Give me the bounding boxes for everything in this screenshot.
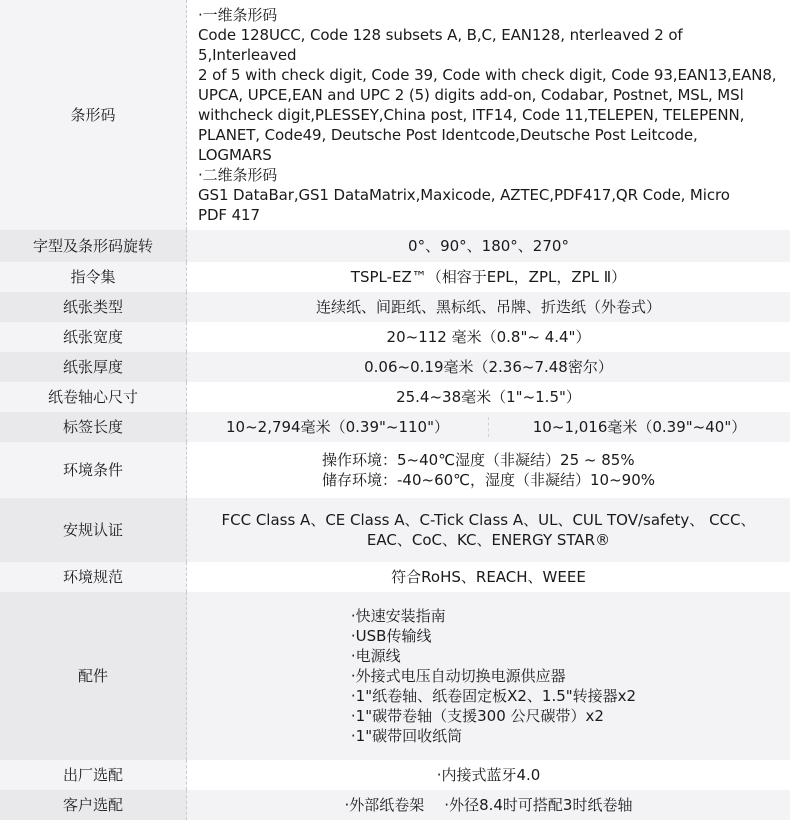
environment-line: 储存环境：-40~60℃，湿度（非凝结）10~90%: [322, 471, 655, 489]
customer-option-item: ·外径8.4时可搭配3时纸卷轴: [444, 796, 633, 814]
accessory-item: ·外接式电压自动切换电源供应器: [350, 667, 566, 685]
row-label: 字型及条形码旋转: [0, 230, 187, 262]
barcode-line: LOGMARS: [198, 146, 272, 164]
row-label: 纸卷轴心尺寸: [0, 382, 187, 412]
row-label: 条形码: [0, 0, 187, 230]
barcode-line: ·二维条形码: [198, 166, 278, 184]
row-command: [0, 262, 790, 292]
row-paper-type: [0, 292, 790, 322]
row-core-size: [0, 382, 790, 412]
row-label: 配件: [0, 592, 187, 760]
accessory-item: ·1"碳带卷轴（支援300 公尺碳带）x2: [350, 707, 604, 725]
row-label: 出厂选配: [0, 760, 187, 790]
row-barcode: [0, 0, 790, 230]
row-factory-option: [0, 760, 790, 790]
row-value: ·内接式蓝牙4.0: [187, 760, 790, 790]
label-length-left: 10~2,794毫米（0.39"~110"）: [187, 417, 489, 437]
row-paper-thickness: [0, 352, 790, 382]
accessory-item: ·USB传输线: [350, 627, 432, 645]
accessory-item: ·1"碳带回收纸筒: [350, 727, 463, 745]
row-value-split: [187, 412, 790, 442]
label-length-right: 10~1,016毫米（0.39"~40"）: [532, 418, 747, 436]
row-label: 指令集: [0, 262, 187, 292]
environment-line: 操作环境：5~40℃湿度（非凝结）25 ~ 85%: [322, 451, 635, 469]
row-label: 环境规范: [0, 562, 187, 592]
row-value: TSPL-EZ™（相容于EPL，ZPL，ZPL Ⅱ）: [187, 262, 790, 292]
row-value: 连续纸、间距纸、黑标纸、吊牌、折迭纸（外卷式）: [187, 292, 790, 322]
barcode-list: [187, 0, 790, 230]
barcode-line: Code 128UCC, Code 128 subsets A, B,C, EAN128, nterleaved 2 of 5,Interleaved: [198, 26, 683, 64]
row-accessories: [0, 592, 790, 760]
row-label: 客户选配: [0, 790, 187, 820]
row-environment: [0, 442, 790, 498]
row-label: 环境条件: [0, 442, 187, 498]
row-label: 标签长度: [0, 412, 187, 442]
barcode-line: PDF 417: [198, 206, 260, 224]
row-rotation: [0, 230, 790, 262]
accessory-item: ·电源线: [350, 647, 401, 665]
row-value: [187, 442, 790, 498]
row-value: 0.06~0.19毫米（2.36~7.48密尔）: [187, 352, 790, 382]
barcode-line: 2 of 5 with check digit, Code 39, Code with check digit, Code 93,EAN13,EAN8,: [198, 66, 777, 84]
row-label-length: [0, 412, 790, 442]
row-regulation: [0, 562, 790, 592]
barcode-line: UPCA, UPCE,EAN and UPC 2 (5) digits add-on, Codabar, Postnet, MSL, MSl: [198, 86, 744, 104]
row-value: [187, 790, 790, 820]
certification-line: EAC、CoC、KC、ENERGY STAR®: [366, 531, 611, 549]
row-paper-width: [0, 322, 790, 352]
row-customer-option: [0, 790, 790, 820]
row-value: 0°、90°、180°、270°: [187, 230, 790, 262]
barcode-line: withcheck digit,PLESSEY,China post, ITF14, Code 11,TELEPEN, TELEPENN,: [198, 106, 745, 124]
row-certification: [0, 498, 790, 562]
accessories-list: [187, 592, 790, 760]
barcode-line: GS1 DataBar,GS1 DataMatrix,Maxicode, AZTEC,PDF417,QR Code, Micro: [198, 186, 730, 204]
accessory-item: ·快速安装指南: [350, 607, 446, 625]
row-value: 符合RoHS、REACH、WEEE: [187, 562, 790, 592]
certification-line: FCC Class A、CE Class A、C-Tick Class A、UL、CUL TOV/safety、 CCC、: [221, 511, 756, 529]
row-label: 纸张类型: [0, 292, 187, 322]
accessory-item: ·1"纸卷轴、纸卷固定板X2、1.5"转接器x2: [350, 687, 637, 705]
customer-option-item: ·外部纸卷架: [344, 796, 425, 814]
barcode-line: PLANET, Code49, Deutsche Post Identcode,Deutsche Post Leitcode,: [198, 126, 698, 144]
row-label: 纸张宽度: [0, 322, 187, 352]
row-value: 25.4~38毫米（1"~1.5"）: [187, 382, 790, 412]
row-value: [187, 498, 790, 562]
row-label: 纸张厚度: [0, 352, 187, 382]
row-label: 安规认证: [0, 498, 187, 562]
barcode-line: ·一维条形码: [198, 6, 278, 24]
row-value: 20~112 毫米（0.8"~ 4.4"）: [187, 322, 790, 352]
